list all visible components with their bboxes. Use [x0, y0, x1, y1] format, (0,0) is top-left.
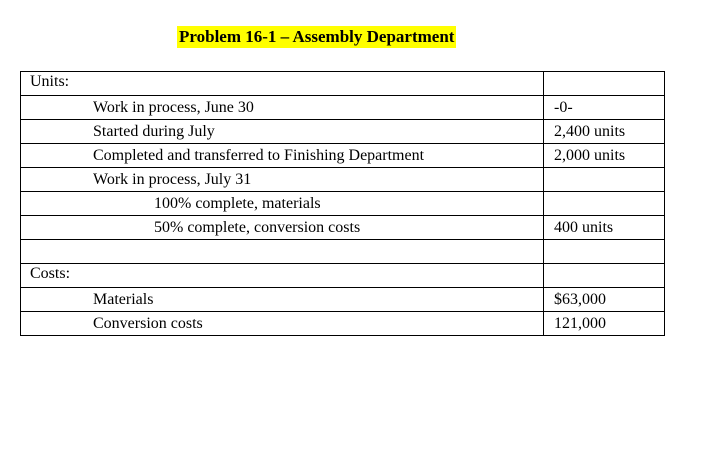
- row-value: [544, 264, 665, 288]
- table-row: [21, 144, 665, 168]
- row-label: Work in process, July 31: [21, 168, 544, 192]
- row-value: 2,000 units: [544, 144, 665, 168]
- page-title: Problem 16-1 – Assembly Department: [179, 27, 455, 46]
- units-heading: Units:: [21, 72, 544, 96]
- table-row: [21, 192, 665, 216]
- row-value: [544, 168, 665, 192]
- row-label: Materials: [21, 288, 544, 312]
- row-value: 400 units: [544, 216, 665, 240]
- table-row: [21, 96, 665, 120]
- row-label: 100% complete, materials: [21, 192, 544, 216]
- row-label: [21, 240, 544, 264]
- row-label: 50% complete, conversion costs: [21, 216, 544, 240]
- row-value: [544, 72, 665, 96]
- table-row: [21, 216, 665, 240]
- table-row: [21, 72, 665, 96]
- row-value: [544, 192, 665, 216]
- table-row: [21, 264, 665, 288]
- row-value: -0-: [544, 96, 665, 120]
- row-label: Completed and transferred to Finishing Department: [21, 144, 544, 168]
- row-value: [544, 240, 665, 264]
- row-label: Conversion costs: [21, 312, 544, 336]
- row-value: $63,000: [544, 288, 665, 312]
- table-row: [21, 120, 665, 144]
- row-value: 121,000: [544, 312, 665, 336]
- table-row: [21, 312, 665, 336]
- row-label: Started during July: [21, 120, 544, 144]
- row-label: Work in process, June 30: [21, 96, 544, 120]
- row-value: 2,400 units: [544, 120, 665, 144]
- table-row: [21, 240, 665, 264]
- table-row: [21, 168, 665, 192]
- table-row: [21, 288, 665, 312]
- assembly-department-table: [20, 71, 665, 336]
- costs-heading: Costs:: [21, 264, 544, 288]
